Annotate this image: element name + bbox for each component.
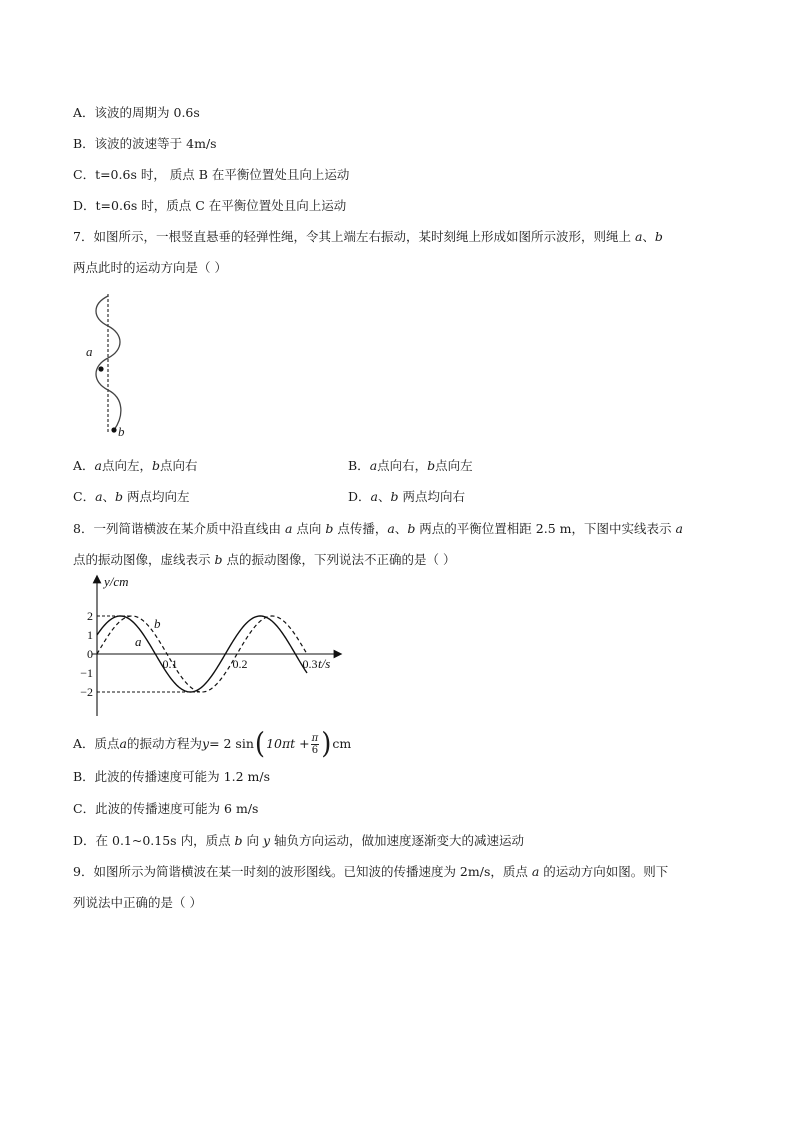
- series-b-label: b: [154, 616, 161, 631]
- x-tick-label: 0.1: [162, 657, 178, 671]
- x-tick-label: 0.3: [302, 657, 318, 671]
- q7-option-a: A．a点向左，b点向右: [73, 458, 198, 473]
- q8-vibration-chart: [80, 574, 350, 724]
- q7-option-d: D．a、b 两点均向右: [348, 489, 466, 504]
- y-tick-label: 2: [87, 609, 93, 623]
- q8-option-b: B．此波的传播速度可能为 1.2 m/s: [73, 769, 270, 784]
- y-tick-label: −2: [80, 685, 93, 699]
- q7-stem-line1: 7．如图所示，一根竖直悬垂的轻弹性绳，令其上端左右振动，某时刻绳上形成如图所示波形，则绳上 a、b: [73, 229, 663, 244]
- q7-stem-line2: 两点此时的运动方向是（ ）: [73, 260, 227, 275]
- y-tick-label: 1: [87, 628, 93, 642]
- q8-stem-line1: 8．一列简谐横波在某介质中沿直线由 a 点向 b 点传播，a、b 两点的平衡位置相距 2.5 m，下图中实线表示 a: [73, 521, 683, 536]
- x-axis-label: t/s: [318, 656, 331, 671]
- y-tick-label: −1: [80, 666, 93, 680]
- x-tick-label: 0.2: [232, 657, 248, 671]
- q6-option-b: B．该波的波速等于 4m/s: [73, 136, 217, 151]
- q7-fig-label-a: a: [86, 344, 93, 359]
- q6-option-a: A．该波的周期为 0.6s: [73, 105, 200, 120]
- q6-option-d: D．t=0.6s 时，质点 C 在平衡位置处且向上运动: [73, 198, 347, 213]
- q7-rope-figure: [78, 290, 148, 440]
- q7-fig-label-b: b: [118, 424, 125, 439]
- q6-option-c: C．t=0.6s 时， 质点 B 在平衡位置处且向上运动: [73, 167, 350, 182]
- series-a-label: a: [135, 634, 142, 649]
- q7-option-c: C．a、b 两点均向左: [73, 489, 190, 504]
- q7-option-b: B．a点向右，b点向左: [348, 458, 473, 473]
- q8-option-a: A．质点 a 的振动方程为 y = 2 sin ( 10πt + $\frac{\pi}{6}$ ) cm: [73, 727, 352, 761]
- q8-stem-line2: 点的振动图像，虚线表示 b 点的振动图像，下列说法不正确的是（ ）: [73, 552, 456, 567]
- q9-stem-line2: 列说法中正确的是（ ）: [73, 895, 202, 910]
- q9-stem-line1: 9．如图所示为简谐横波在某一时刻的波形图线。已知波的传播速度为 2m/s，质点 a 的运动方向如图。则下: [73, 864, 669, 879]
- q8-option-c: C．此波的传播速度可能为 6 m/s: [73, 801, 259, 816]
- y-axis-label: y/cm: [104, 574, 129, 589]
- q8-option-d: D．在 0.1~0.15s 内，质点 b 向 y 轴负方向运动，做加速度逐渐变大的减速运动: [73, 833, 525, 848]
- y-tick-label: 0: [87, 647, 93, 661]
